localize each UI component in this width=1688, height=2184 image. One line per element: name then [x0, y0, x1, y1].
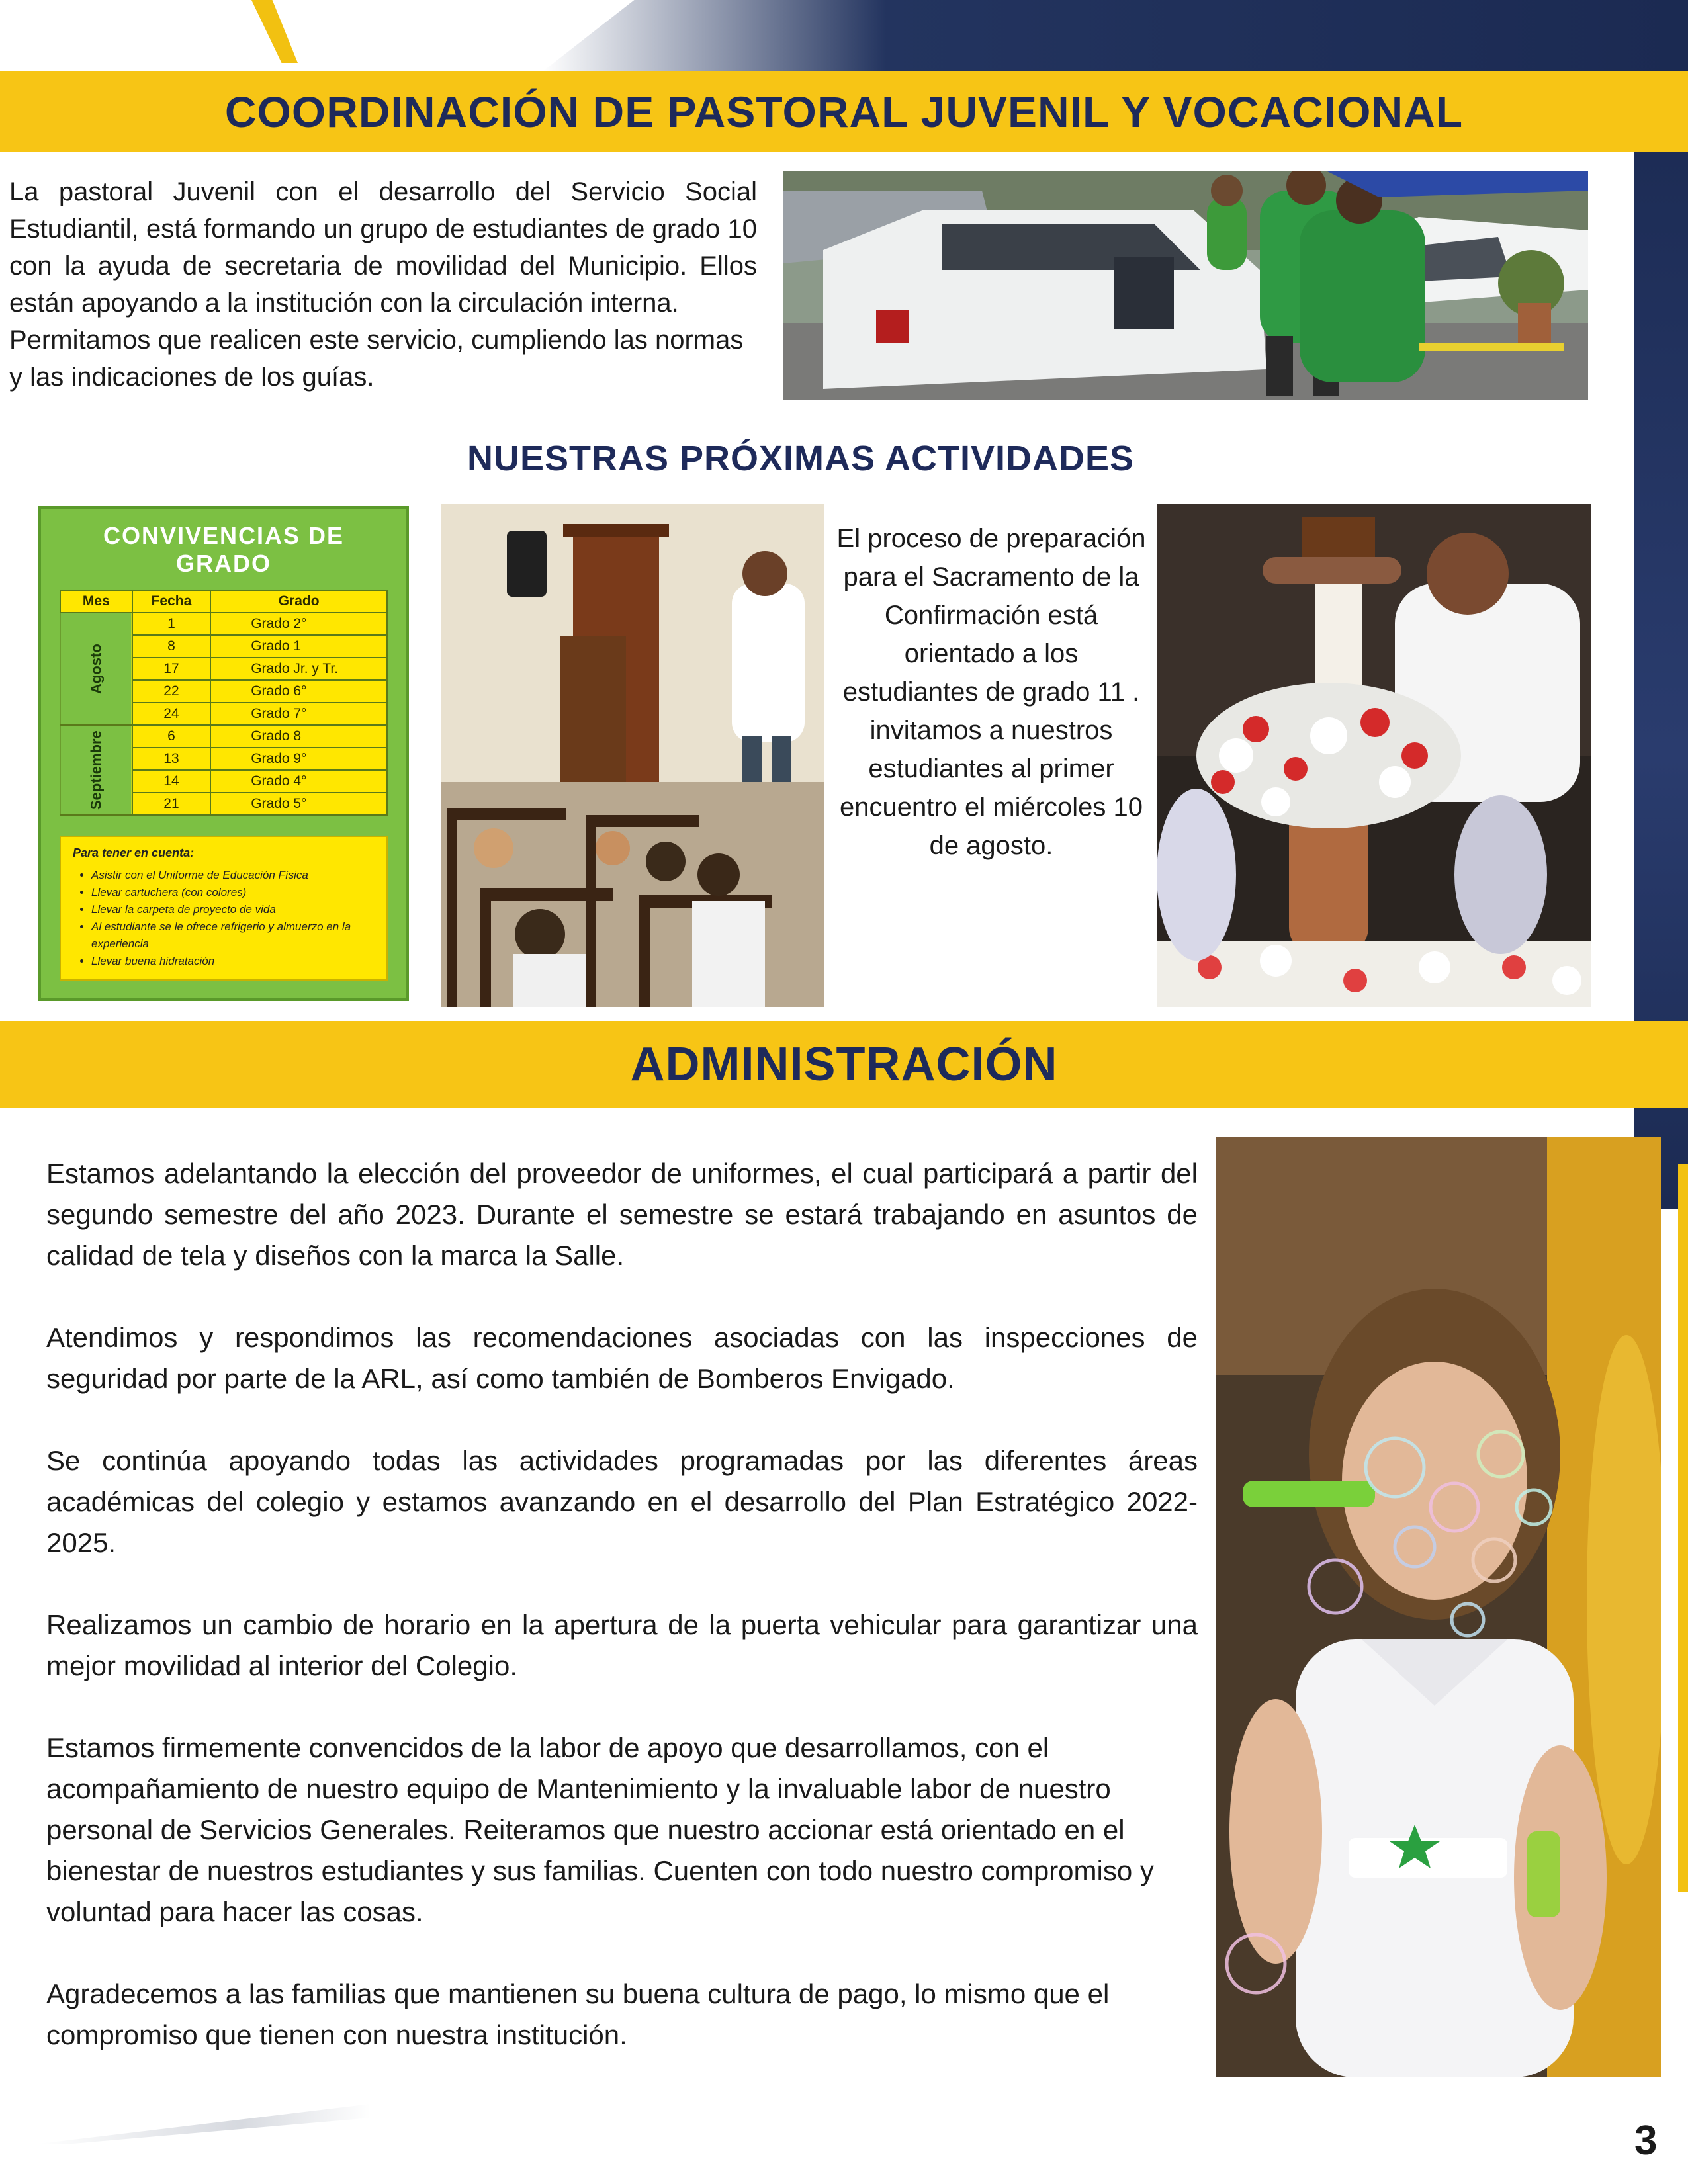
row-grado: Grado 2°: [210, 613, 387, 635]
month-agosto: Agosto: [60, 613, 132, 725]
header-accent: [251, 0, 298, 63]
row-fecha: 21: [132, 793, 211, 815]
list-item: • Asistir con el Uniforme de Educación Física: [91, 867, 375, 884]
section-title: ADMINISTRACIÓN: [630, 1038, 1058, 1091]
confirmation-photo: [1157, 504, 1591, 1007]
convivencias-schedule: [38, 506, 409, 1001]
schedule-header-grado: Grado: [210, 590, 387, 613]
section-title-bar: [0, 71, 1688, 152]
row-fecha: 8: [132, 635, 211, 658]
pastoral-intro: [9, 173, 757, 396]
notes-title: Para tener en cuenta:: [73, 846, 195, 859]
row-fecha: 17: [132, 658, 211, 680]
section-title: COORDINACIÓN DE PASTORAL JUVENIL Y VOCACIONAL: [224, 87, 1464, 136]
pastoral-intro-text: La pastoral Juvenil con el desarrollo del Servicio Social Estudiantil, está formando un grupo de estudiantes de grado 10 con la ayuda de secretaria de movilidad del Municipio. Ellos están apoyando a la institución con la circulación interna.: [9, 177, 757, 318]
row-fecha: 13: [132, 748, 211, 770]
list-item: • Llevar la carpeta de proyecto de vida: [91, 901, 375, 918]
admin-paragraph: Agradecemos a las familias que mantienen su buena cultura de pago, lo mismo que el compromiso que tienen con nuestra institución.: [46, 1978, 1110, 2050]
activities-title: NUESTRAS PRÓXIMAS ACTIVIDADES: [466, 439, 1135, 478]
page-number: 3: [1634, 2118, 1658, 2163]
schedule-notes: [60, 836, 388, 981]
list-item: • Al estudiante se le ofrece refrigerio y almuerzo en la experiencia: [91, 918, 375, 953]
side-stripe-accent: [1678, 1164, 1688, 1892]
section-title-bar: [0, 1021, 1688, 1108]
row-fecha: 22: [132, 680, 211, 703]
row-fecha: 24: [132, 703, 211, 725]
row-grado: Grado 8: [210, 725, 387, 748]
schedule-header-fecha: Fecha: [132, 590, 211, 613]
row-grado: Grado Jr. y Tr.: [210, 658, 387, 680]
traffic-photo: [783, 171, 1588, 400]
row-grado: Grado 5°: [210, 793, 387, 815]
row-grado: Grado 9°: [210, 748, 387, 770]
admin-paragraph: Realizamos un cambio de horario en la apertura de la puerta vehicular para garantizar una mejor movilidad al interior del Colegio.: [46, 1609, 1198, 1681]
schedule-table: [60, 590, 388, 816]
row-fecha: 14: [132, 770, 211, 793]
header-swoosh: [543, 0, 1688, 71]
table-row: [60, 725, 387, 748]
administration-body: [46, 1153, 1198, 2056]
row-fecha: 1: [132, 613, 211, 635]
bubbles-photo: [1216, 1137, 1661, 2077]
list-item: • Llevar cartuchera (con colores): [91, 884, 375, 901]
row-grado: Grado 1: [210, 635, 387, 658]
admin-paragraph: Estamos firmemente convencidos de la labor de apoyo que desarrollamos, con el acompañamiento de nuestro equipo de Mantenimiento y la invaluable labor de nuestro personal de Servicios Generales. Reiteramos que nuestro accionar está orientado en el bienestar de nuestros estudiantes y sus familias. Cuenten con todo nuestro compromiso y voluntad para hacer las cosas.: [46, 1732, 1154, 1927]
pastoral-intro-text-2: Permitamos que realicen este servicio, cumpliendo las normas y las indicaciones de los guías.: [9, 326, 744, 392]
list-item: • Llevar buena hidratación: [91, 953, 375, 970]
month-septiembre: Septiembre: [60, 725, 132, 815]
row-fecha: 6: [132, 725, 211, 748]
table-row: [60, 613, 387, 635]
admin-paragraph: Se continúa apoyando todas las actividades programadas por las diferentes áreas académicas del colegio y estamos avanzando en el desarrollo del Plan Estratégico 2022-2025.: [46, 1445, 1198, 1558]
schedule-title: CONVIVENCIAS DE GRADO: [103, 522, 345, 577]
classroom-photo: [441, 504, 824, 1007]
row-grado: Grado 7°: [210, 703, 387, 725]
schedule-header-mes: Mes: [60, 590, 132, 613]
row-grado: Grado 6°: [210, 680, 387, 703]
row-grado: Grado 4°: [210, 770, 387, 793]
footer-swoosh: [40, 2104, 371, 2144]
admin-paragraph: Atendimos y respondimos las recomendaciones asociadas con las inspecciones de seguridad por parte de la ARL, así como también de Bomberos Envigado.: [46, 1322, 1198, 1394]
admin-paragraph: Estamos adelantando la elección del proveedor de uniformes, el cual participará a partir del segundo semestre del año 2023. Durante el semestre se estará trabajando en asuntos de calidad de tela y diseños con la marca la Salle.: [46, 1158, 1198, 1271]
confirmation-text: El proceso de preparación para el Sacramento de la Confirmación está orientado a los estudiantes de grado 11 . invitamos a nuestros estudiantes al primer encuentro el miércoles 10 de agosto.: [836, 524, 1146, 860]
